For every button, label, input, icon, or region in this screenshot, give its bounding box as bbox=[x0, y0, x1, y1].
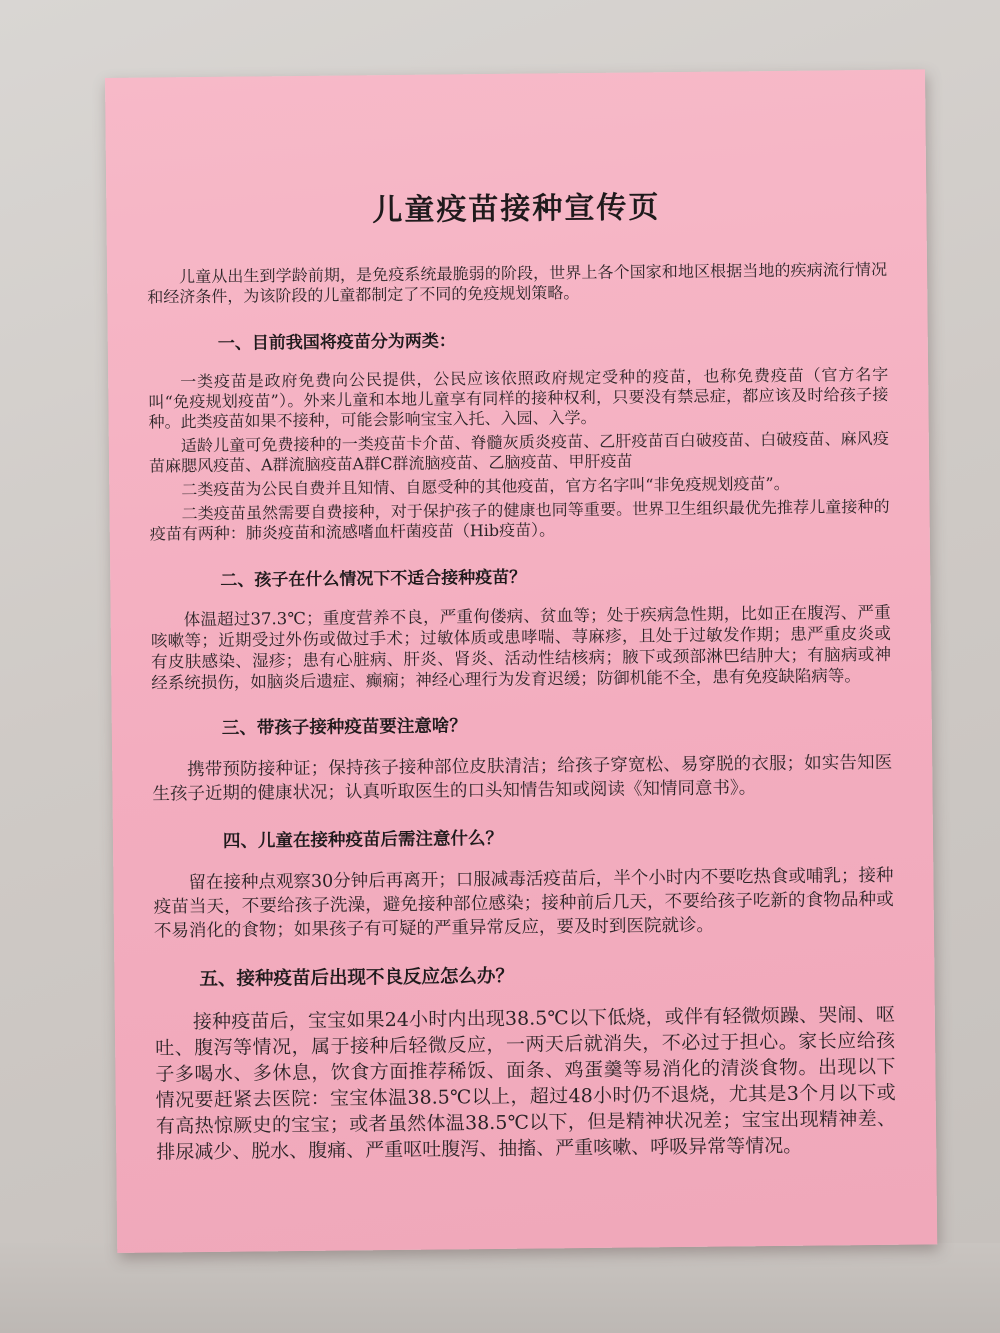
section-3-paragraph-1: 携带预防接种证；保持孩子接种部位皮肤清洁；给孩子穿宽松、易穿脱的衣服；如实告知医生孩子近期的健康状况；认真听取医生的口头知情告知或阅读《知情同意书》。 bbox=[152, 752, 893, 805]
section-1-paragraph-1: 一类疫苗是政府免费向公民提供，公民应该依照政府规定受种的疫苗，也称免费疫苗（官方名字叫“免疫规划疫苗”）。外来儿童和本地儿童享有同样的接种权利，只要没有禁忌症，都应该及时给孩子接种。此类疫苗如果不接种，可能会影响宝宝入托、入园、入学。 bbox=[148, 364, 889, 432]
section-1-paragraph-3: 二类疫苗为公民自费并且知情、自愿受种的其他疫苗，官方名字叫“非免疫规划疫苗”。 bbox=[181, 473, 790, 500]
table-surface bbox=[0, 1243, 1000, 1333]
section-5-heading: 五、接种疫苗后出现不良反应怎么办？ bbox=[199, 965, 515, 991]
section-2-heading: 二、孩子在什么情况下不适合接种疫苗？ bbox=[220, 567, 527, 591]
section-2-paragraph-1: 体温超过37.3℃；重度营养不良，严重佝偻病、贫血等；处于疾病急性期，比如正在腹泻、严重咳嗽等；近期受过外伤或做过手术；过敏体质或患哮喘、荨麻疹，且处于过敏发作期；患严重皮炎或有皮肤感染、湿疹；患有心脏病、肝炎、肾炎、活动性结核病；腋下或颈部淋巴结肿大；有脑病或神经系统损伤，如脑炎后遗症、癫痫；神经心理行为发育迟缓；防御机能不全，患有免疫缺陷病等。 bbox=[150, 602, 892, 693]
flyer-sheet bbox=[105, 69, 937, 1253]
section-5-paragraph-1: 接种疫苗后，宝宝如果24小时内出现38.5℃以下低烧，或伴有轻微烦躁、哭闹、呕吐、腹泻等情况，属于接种后轻微反应，一两天后就消失，不必过于担心。家长应给孩子多喝水、多休息，饮食方面推荐稀饭、面条、鸡蛋羹等易消化的清淡食物。出现以下情况要赶紧去医院：宝宝体温38.5℃以上，超过48小时仍不退烧，尤其是3个月以下或有高热惊厥史的宝宝；或者虽然体温38.5℃以下，但是精神状况差；宝宝出现精神差、排尿减少、脱水、腹痛、严重呕吐腹泻、抽搐、严重咳嗽、呼吸异常等情况。 bbox=[155, 1003, 897, 1164]
section-4-heading: 四、儿童在接种疫苗后需注意什么？ bbox=[222, 828, 504, 852]
section-1-paragraph-4: 二类疫苗虽然需要自费接种，对于保护孩子的健康也同等重要。世界卫生组织最优先推荐儿童接种的疫苗有两种：肺炎疫苗和流感嗜血杆菌疫苗（Hib疫苗）。 bbox=[149, 496, 890, 544]
section-1-heading: 一、目前我国将疫苗分为两类： bbox=[217, 331, 456, 354]
document-title: 儿童疫苗接种宣传页 bbox=[372, 190, 661, 229]
intro-paragraph: 儿童从出生到学龄前期，是免疫系统最脆弱的阶段，世界上各个国家和地区根据当地的疾病流行情况和经济条件，为该阶段的儿童都制定了不同的免疫规划策略。 bbox=[147, 259, 888, 307]
section-1-paragraph-2: 适龄儿童可免费接种的一类疫苗卡介苗、脊髓灰质炎疫苗、乙肝疫苗百白破疫苗、白破疫苗、麻风疫苗麻腮风疫苗、A群流脑疫苗A群C群流脑疫苗、乙脑疫苗、甲肝疫苗 bbox=[148, 428, 889, 476]
section-3-heading: 三、带孩子接种疫苗要注意啥？ bbox=[221, 716, 467, 739]
section-4-paragraph-1: 留在接种点观察30分钟后再离开；口服减毒活疫苗后，半个小时内不要吃热食或哺乳；接种疫苗当天，不要给孩子洗澡，避免接种部位感染；接种前后几天，不要给孩子吃新的食物品种或不易消化的食物；如果孩子有可疑的严重异常反应，要及时到医院就诊。 bbox=[153, 865, 894, 942]
